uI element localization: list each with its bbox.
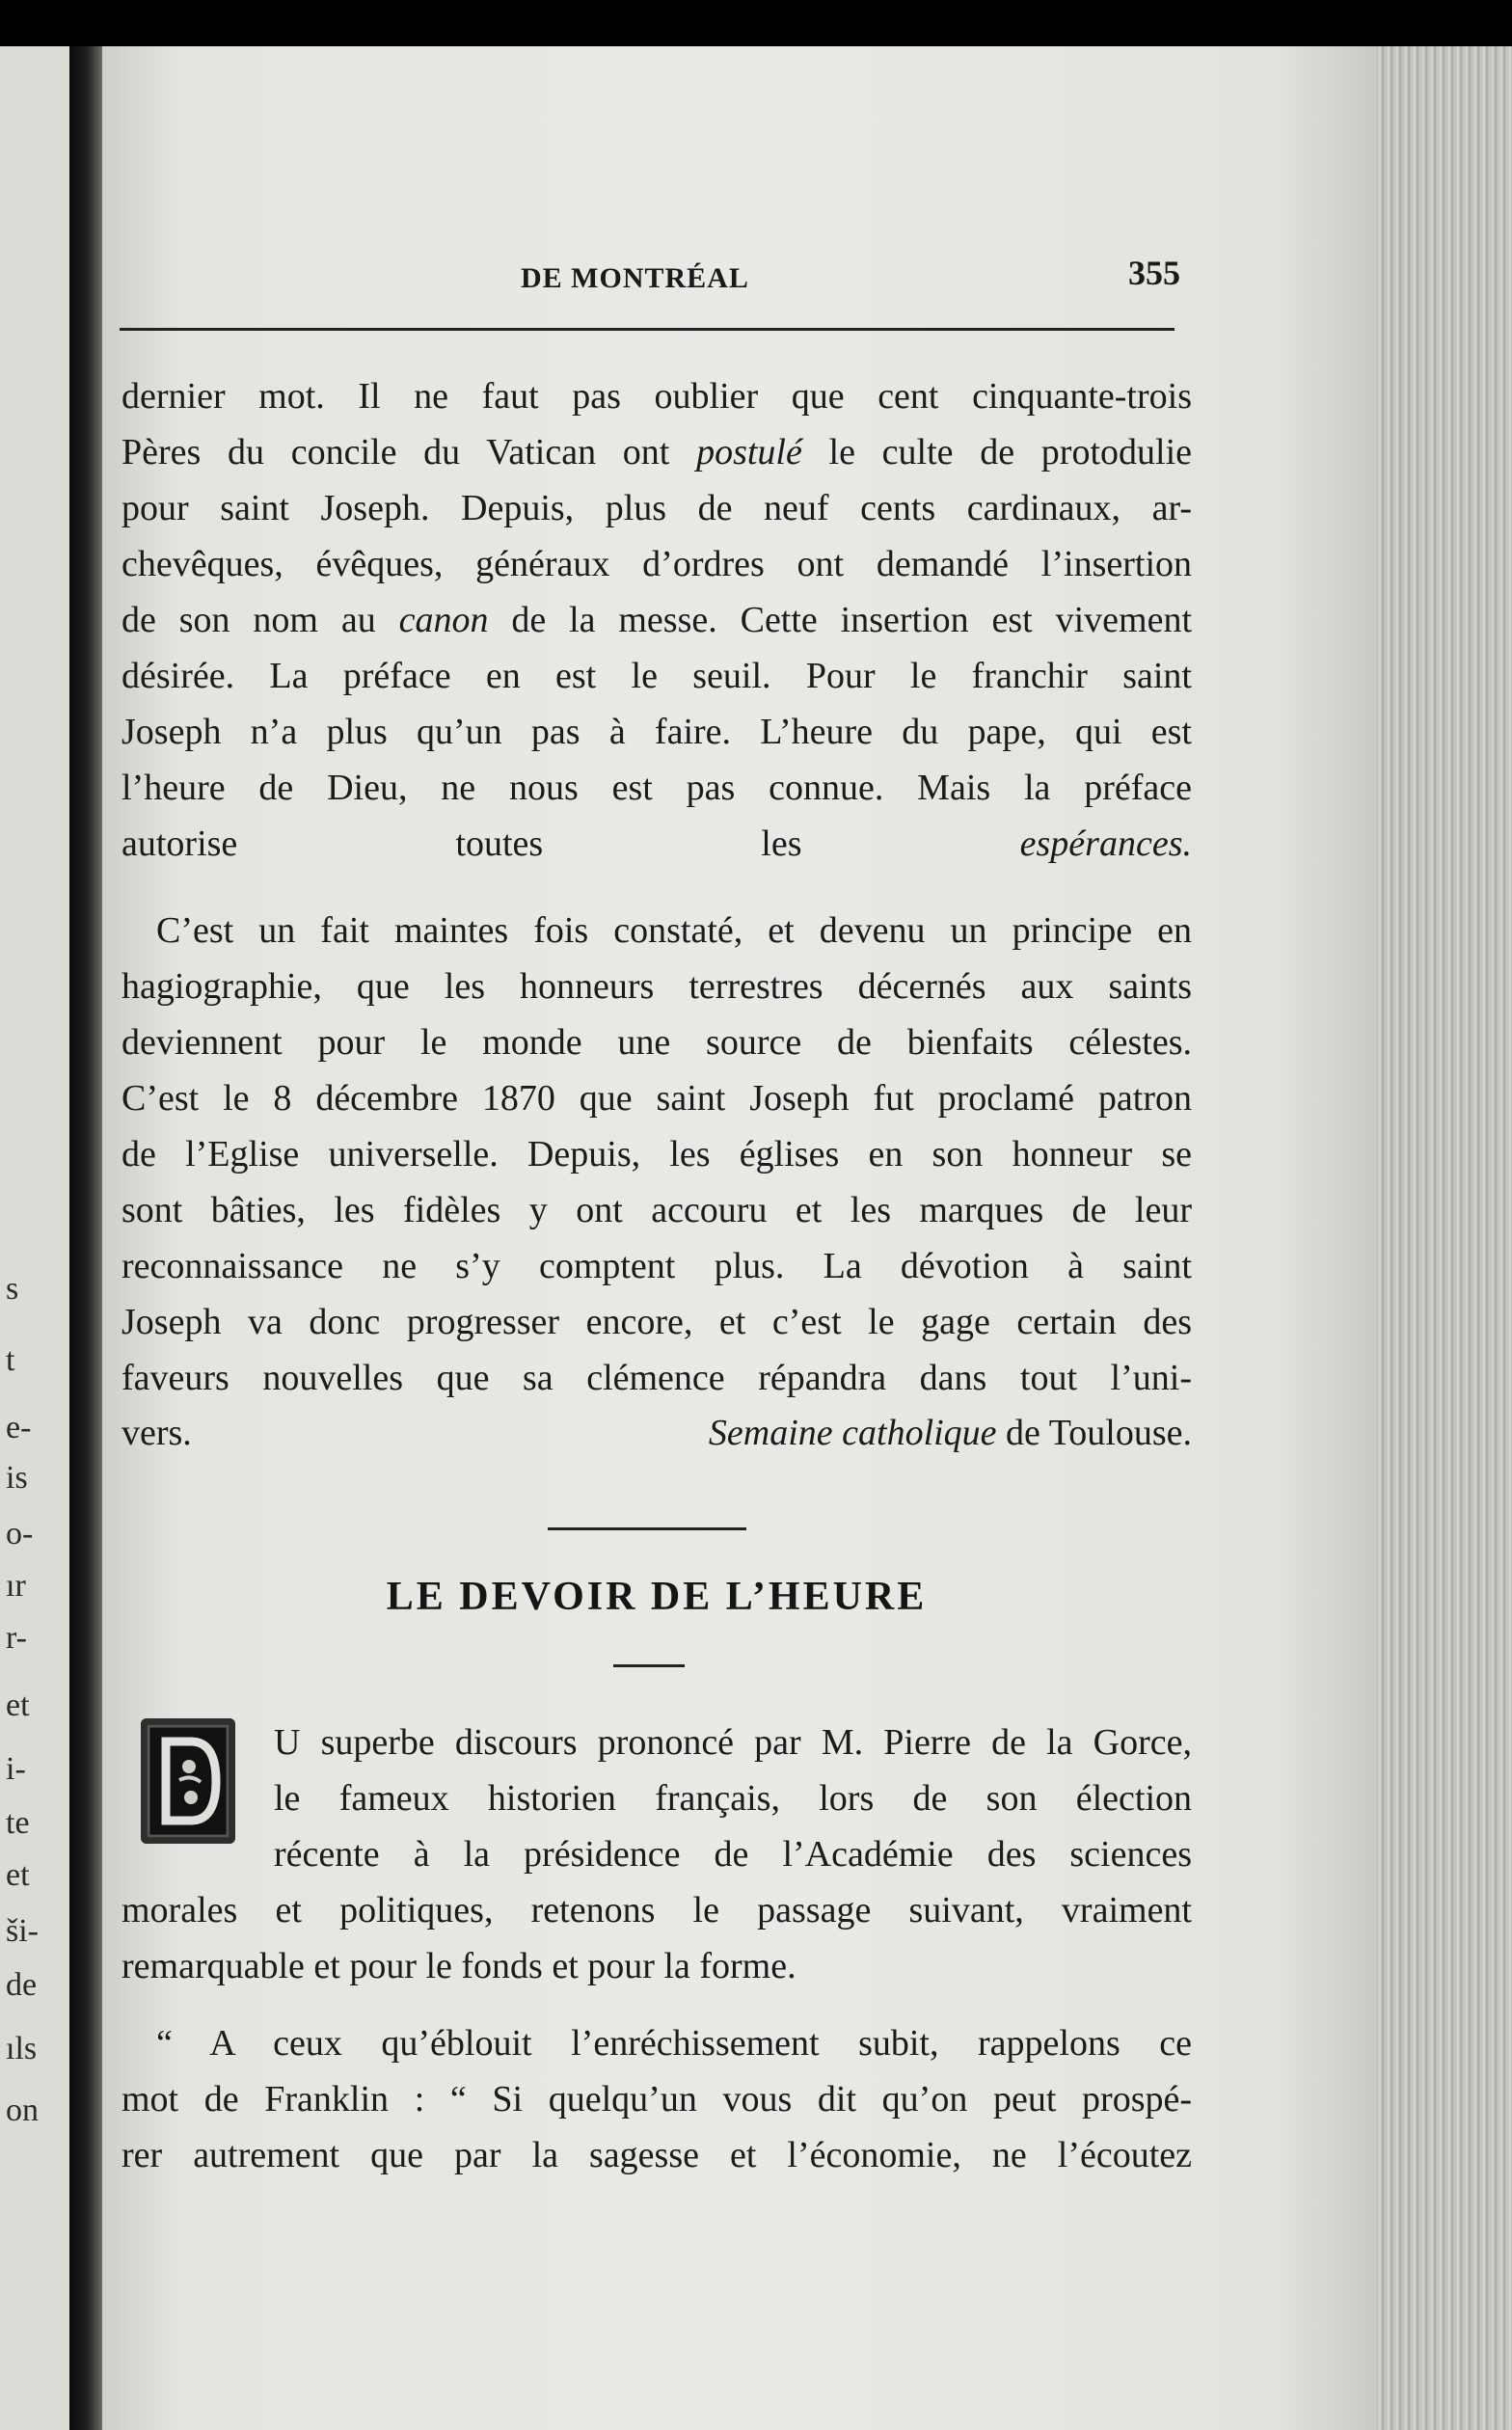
text-line: le fameux historien français, lors de son élection [274, 1778, 1192, 1819]
section-title: LE DEVOIR DE L’HEURE [386, 1575, 928, 1619]
adjacent-page-text-fragment: ır [6, 1568, 26, 1604]
source-line [122, 1412, 1192, 1468]
adjacent-page-text-fragment: t [6, 1342, 15, 1378]
scan-top-border [0, 0, 1512, 46]
header-rule [120, 328, 1174, 331]
adjacent-page-text-fragment: te [6, 1805, 30, 1841]
adjacent-page-text-fragment: i- [6, 1751, 26, 1787]
text-line: Joseph n’a plus qu’un pas à faire. L’heure du pape, qui est [122, 712, 1192, 752]
text-line: de l’Eglise universelle. Depuis, les églises en son honneur se [122, 1134, 1192, 1174]
paragraph-1 [122, 368, 1192, 872]
text-line: hagiographie, que les honneurs terrestres décernés aux saints [122, 966, 1192, 1007]
text-line: Pères du concile du Vatican ont postulé le culte de protodulie [122, 432, 1192, 472]
text-line: autorise toutes les espérances. [122, 824, 1192, 864]
italic-term: postulé [696, 432, 802, 472]
italic-term: canon [398, 600, 489, 640]
title-underline [613, 1664, 685, 1667]
dropcap-ornament-icon [141, 1718, 235, 1844]
text-line: morales et politiques, retenons le passage suivant, vraiment [122, 1890, 1192, 1930]
text-line: désirée. La préface en est le seuil. Pour le franchir saint [122, 656, 1192, 696]
adjacent-page-text-fragment: ıls [6, 2031, 38, 2066]
paragraph-2-last-word: vers. [122, 1413, 192, 1453]
adjacent-page-text-fragment: et [6, 1857, 30, 1893]
text-line: pour saint Joseph. Depuis, plus de neuf cents cardinaux, ar- [122, 488, 1192, 528]
paragraph-4 [122, 2015, 1192, 2183]
italic-term: espérances. [1019, 824, 1192, 864]
paragraph-3-dropcap-lines [274, 1714, 1192, 1882]
text-line: “ A ceux qu’éblouit l’enréchissement subit, rappelons ce [156, 2023, 1192, 2064]
section-separator [548, 1527, 746, 1530]
text-line: récente à la présidence de l’Académie des sciences [274, 1834, 1192, 1875]
text-line: Joseph va donc progresser encore, et c’est le gage certain des [122, 1302, 1192, 1342]
adjacent-page-text-fragment: e- [6, 1410, 32, 1445]
text-line: l’heure de Dieu, ne nous est pas connue. Mais la préface [122, 768, 1192, 808]
text-line: mot de Franklin : “ Si quelqu’un vous dit qu’on peut prospé- [122, 2079, 1192, 2120]
adjacent-page-edge [0, 46, 75, 2430]
running-head: DE MONTRÉAL [521, 262, 749, 294]
page-edges [1377, 46, 1512, 2430]
adjacent-page-text-fragment: on [6, 2092, 39, 2128]
adjacent-page-text-fragment: is [6, 1460, 28, 1496]
adjacent-page-text-fragment: o- [6, 1516, 34, 1552]
text-line: deviennent pour le monde une source de bienfaits célestes. [122, 1022, 1192, 1063]
text-line: U superbe discours prononcé par M. Pierre de la Gorce, [274, 1722, 1192, 1763]
source-attribution [709, 1412, 1192, 1454]
source-place: de Toulouse. [996, 1413, 1192, 1453]
text-line: C’est le 8 décembre 1870 que saint Joseph fut proclamé patron [122, 1078, 1192, 1119]
page-number: 355 [1128, 254, 1180, 292]
text-line: de son nom au canon de la messe. Cette insertion est vivement [122, 600, 1193, 640]
book-gutter [69, 46, 102, 2430]
text-line: chevêques, évêques, généraux d’ordres ont demandé l’insertion [122, 544, 1192, 584]
adjacent-page-text-fragment: de [6, 1967, 38, 2003]
text-line: rer autrement que par la sagesse et l’économie, ne l’écoutez [122, 2135, 1192, 2175]
text-line: C’est un fait maintes fois constaté, et devenu un principe en [156, 910, 1192, 951]
source-publication: Semaine catholique [708, 1413, 997, 1453]
adjacent-page-text-fragment: s [6, 1271, 19, 1307]
text-line: dernier mot. Il ne faut pas oublier que cent cinquante-trois [122, 376, 1192, 417]
ornamental-dropcap [141, 1718, 235, 1844]
paragraph-3 [122, 1882, 1192, 1994]
text-line: remarquable et pour le fonds et pour la forme. [122, 1946, 796, 1986]
adjacent-page-text-fragment: et [6, 1688, 30, 1723]
paragraph-2 [122, 903, 1192, 1406]
text-line: sont bâties, les fidèles y ont accouru et les marques de leur [122, 1190, 1192, 1230]
text-line: faveurs nouvelles que sa clémence répandra dans tout l’uni- [122, 1358, 1192, 1398]
adjacent-page-text-fragment: r- [6, 1620, 27, 1656]
text-line: reconnaissance ne s’y comptent plus. La dévotion à saint [122, 1246, 1192, 1286]
adjacent-page-text-fragment: ši- [6, 1913, 39, 1949]
